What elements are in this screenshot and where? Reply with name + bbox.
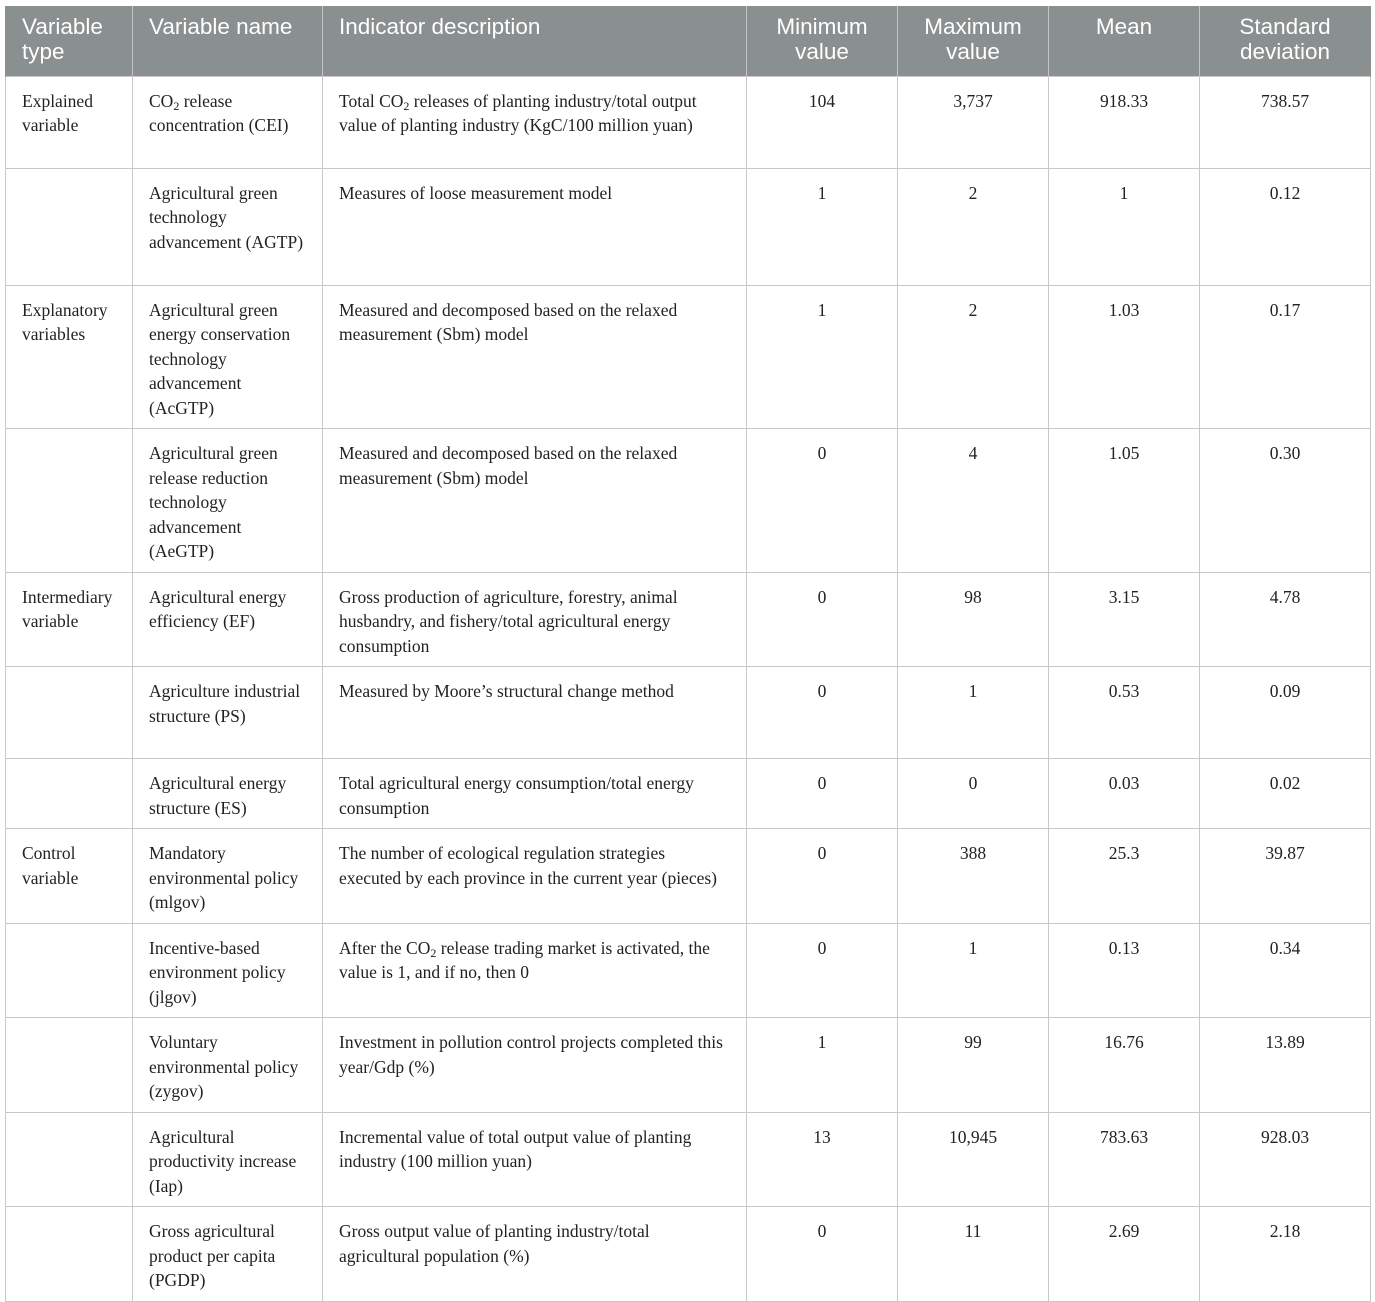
header-variable-type: Variable type <box>6 6 133 76</box>
maximum-value-cell: 1 <box>898 667 1049 759</box>
table-row <box>6 1018 1371 1113</box>
standard-deviation-cell: 928.03 <box>1200 1112 1371 1207</box>
mean-cell: 918.33 <box>1049 76 1200 168</box>
header-mean: Mean <box>1049 6 1200 76</box>
indicator-description-cell: Measured by Moore’s structural change method <box>323 667 747 759</box>
header-standard-deviation: Standard deviation <box>1200 6 1371 76</box>
indicator-description-cell: Total agricultural energy consumption/total energy consumption <box>323 759 747 829</box>
indicator-description-cell: Gross output value of planting industry/total agricultural population (%) <box>323 1207 747 1302</box>
minimum-value-cell: 1 <box>747 168 898 285</box>
variable-name-cell: Mandatory environmental policy (mlgov) <box>133 829 323 924</box>
indicator-description-cell: The number of ecological regulation strategies executed by each province in the current year (pieces) <box>323 829 747 924</box>
variable-type-cell <box>6 429 133 573</box>
standard-deviation-cell: 4.78 <box>1200 572 1371 667</box>
table-row <box>6 168 1371 285</box>
mean-cell: 0.53 <box>1049 667 1200 759</box>
variable-name-cell: Agricultural energy structure (ES) <box>133 759 323 829</box>
variable-name-cell: Voluntary environmental policy (zygov) <box>133 1018 323 1113</box>
variables-table <box>5 6 1371 1302</box>
variable-type-cell <box>6 759 133 829</box>
indicator-description-cell: After the $CO_2$ release trading market is activated, the value is 1, and if no, then 0 <box>323 923 747 1018</box>
variable-type-cell: Intermediary variable <box>6 572 133 667</box>
maximum-value-cell: 10,945 <box>898 1112 1049 1207</box>
mean-cell: 1.03 <box>1049 285 1200 429</box>
standard-deviation-cell: 0.12 <box>1200 168 1371 285</box>
minimum-value-cell: 0 <box>747 759 898 829</box>
variable-type-cell <box>6 667 133 759</box>
mean-cell: 3.15 <box>1049 572 1200 667</box>
table-row <box>6 829 1371 924</box>
table-row <box>6 76 1371 168</box>
variable-type-cell <box>6 1018 133 1113</box>
maximum-value-cell: 2 <box>898 168 1049 285</box>
header-minimum-value: Minimum value <box>747 6 898 76</box>
standard-deviation-cell: 0.17 <box>1200 285 1371 429</box>
standard-deviation-cell: 2.18 <box>1200 1207 1371 1302</box>
indicator-description-cell: Investment in pollution control projects completed this year/Gdp (%) <box>323 1018 747 1113</box>
standard-deviation-cell: 39.87 <box>1200 829 1371 924</box>
variable-type-cell: Explained variable <box>6 76 133 168</box>
indicator-description-cell: Incremental value of total output value of planting industry (100 million yuan) <box>323 1112 747 1207</box>
variable-type-cell <box>6 1112 133 1207</box>
table-row <box>6 285 1371 429</box>
mean-cell: 1.05 <box>1049 429 1200 573</box>
indicator-description-cell: Gross production of agriculture, forestry, animal husbandry, and fishery/total agricultural energy consumption <box>323 572 747 667</box>
indicator-description-cell: Total $CO_2$ releases of planting industry/total output value of planting industry (KgC/100 million yuan) <box>323 76 747 168</box>
standard-deviation-cell: 13.89 <box>1200 1018 1371 1113</box>
standard-deviation-cell: 0.34 <box>1200 923 1371 1018</box>
standard-deviation-cell: 0.30 <box>1200 429 1371 573</box>
variable-name-cell: Agricultural energy efficiency (EF) <box>133 572 323 667</box>
table-row <box>6 1112 1371 1207</box>
maximum-value-cell: 388 <box>898 829 1049 924</box>
table-row <box>6 572 1371 667</box>
maximum-value-cell: 1 <box>898 923 1049 1018</box>
maximum-value-cell: 2 <box>898 285 1049 429</box>
table-header-row <box>6 6 1371 76</box>
variable-type-cell: Explanatory variables <box>6 285 133 429</box>
variable-name-cell: $CO_2$ release concentration (CEI) <box>133 76 323 168</box>
minimum-value-cell: 104 <box>747 76 898 168</box>
maximum-value-cell: 4 <box>898 429 1049 573</box>
minimum-value-cell: 0 <box>747 667 898 759</box>
header-indicator-description: Indicator description <box>323 6 747 76</box>
variable-type-cell <box>6 168 133 285</box>
minimum-value-cell: 13 <box>747 1112 898 1207</box>
minimum-value-cell: 0 <box>747 572 898 667</box>
variable-name-cell: Agricultural green energy conservation technology advancement (AcGTP) <box>133 285 323 429</box>
minimum-value-cell: 1 <box>747 1018 898 1113</box>
mean-cell: 16.76 <box>1049 1018 1200 1113</box>
minimum-value-cell: 1 <box>747 285 898 429</box>
maximum-value-cell: 98 <box>898 572 1049 667</box>
indicator-description-cell: Measures of loose measurement model <box>323 168 747 285</box>
minimum-value-cell: 0 <box>747 829 898 924</box>
table-row <box>6 759 1371 829</box>
variable-name-cell: Agricultural green release reduction technology advancement (AeGTP) <box>133 429 323 573</box>
maximum-value-cell: 0 <box>898 759 1049 829</box>
variable-type-cell: Control variable <box>6 829 133 924</box>
mean-cell: 1 <box>1049 168 1200 285</box>
indicator-description-cell: Measured and decomposed based on the relaxed measurement (Sbm) model <box>323 285 747 429</box>
table-row <box>6 429 1371 573</box>
maximum-value-cell: 11 <box>898 1207 1049 1302</box>
standard-deviation-cell: 0.09 <box>1200 667 1371 759</box>
variable-name-cell: Agriculture industrial structure (PS) <box>133 667 323 759</box>
mean-cell: 783.63 <box>1049 1112 1200 1207</box>
table-row <box>6 923 1371 1018</box>
standard-deviation-cell: 0.02 <box>1200 759 1371 829</box>
header-variable-name: Variable name <box>133 6 323 76</box>
minimum-value-cell: 0 <box>747 429 898 573</box>
minimum-value-cell: 0 <box>747 1207 898 1302</box>
variable-type-cell <box>6 923 133 1018</box>
mean-cell: 0.13 <box>1049 923 1200 1018</box>
variable-name-cell: Agricultural productivity increase (Iap) <box>133 1112 323 1207</box>
header-maximum-value: Maximum value <box>898 6 1049 76</box>
standard-deviation-cell: 738.57 <box>1200 76 1371 168</box>
indicator-description-cell: Measured and decomposed based on the relaxed measurement (Sbm) model <box>323 429 747 573</box>
table-row <box>6 667 1371 759</box>
mean-cell: 2.69 <box>1049 1207 1200 1302</box>
variable-name-cell: Agricultural green technology advancement (AGTP) <box>133 168 323 285</box>
variable-name-cell: Gross agricultural product per capita (PGDP) <box>133 1207 323 1302</box>
maximum-value-cell: 99 <box>898 1018 1049 1113</box>
mean-cell: 0.03 <box>1049 759 1200 829</box>
minimum-value-cell: 0 <box>747 923 898 1018</box>
mean-cell: 25.3 <box>1049 829 1200 924</box>
variable-name-cell: Incentive-based environment policy (jlgov) <box>133 923 323 1018</box>
maximum-value-cell: 3,737 <box>898 76 1049 168</box>
